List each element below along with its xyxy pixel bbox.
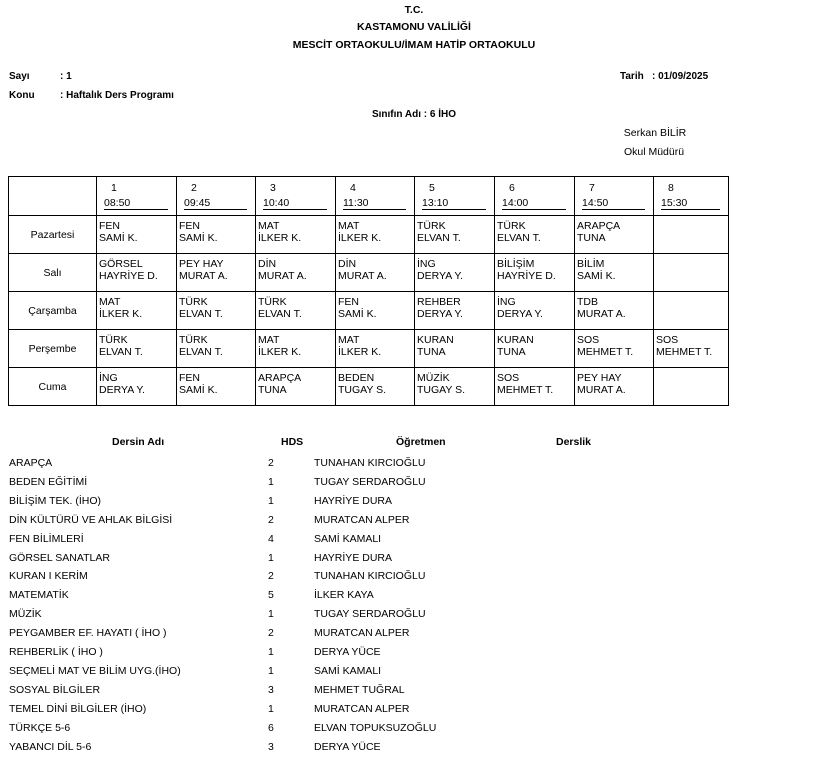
- period-number: 2: [191, 182, 197, 194]
- lesson-subject: PEY HAY: [577, 372, 622, 384]
- lesson-cell: [495, 330, 575, 368]
- course-hds: 2: [268, 627, 274, 640]
- course-row: [0, 646, 828, 665]
- lesson-teacher: ELVAN T.: [179, 346, 223, 358]
- course-name: KURAN I KERİM: [9, 570, 88, 583]
- lesson-teacher: TUGAY S.: [417, 384, 466, 396]
- course-hds: 1: [268, 664, 274, 677]
- lesson-cell: [495, 368, 575, 406]
- lesson-cell: [177, 330, 256, 368]
- lesson-cell: [654, 216, 729, 254]
- lesson-teacher: İLKER K.: [99, 308, 143, 320]
- course-row: [0, 627, 828, 646]
- course-hds: 3: [268, 683, 274, 696]
- lesson-cell: [336, 292, 415, 330]
- course-hds: 4: [268, 532, 274, 545]
- period-time: 15:30: [661, 197, 720, 210]
- period-time: 14:00: [502, 197, 566, 210]
- lesson-teacher: İLKER K.: [338, 346, 382, 358]
- lesson-cell: [336, 368, 415, 406]
- corner-cell: [9, 177, 97, 216]
- lesson-teacher: MEHMET T.: [497, 384, 554, 396]
- lesson-teacher: MURAT A.: [338, 270, 387, 282]
- period-number: 8: [668, 182, 674, 194]
- konu-label: Konu: [9, 90, 35, 101]
- lesson-subject: MAT: [99, 296, 121, 308]
- lesson-teacher: ELVAN T.: [99, 346, 143, 358]
- lesson-subject: İNG: [417, 258, 436, 270]
- lesson-subject: İNG: [99, 372, 118, 384]
- lesson-teacher: SAMİ K.: [338, 308, 377, 320]
- course-teacher: MURATCAN ALPER: [314, 627, 410, 640]
- lesson-cell: [495, 292, 575, 330]
- schedule-row: [9, 216, 729, 254]
- course-hds: 1: [268, 494, 274, 507]
- course-teacher: MURATCAN ALPER: [314, 702, 410, 715]
- lesson-subject: BİLİM: [577, 258, 605, 270]
- col-header-course: Dersin Adı: [112, 436, 165, 448]
- lesson-subject: TÜRK: [99, 334, 128, 346]
- course-row: [0, 589, 828, 608]
- lesson-teacher: MURAT A.: [577, 308, 626, 320]
- course-teacher: MEHMET TUĞRAL: [314, 683, 405, 696]
- lesson-subject: SOS: [656, 334, 679, 346]
- lesson-cell: [97, 216, 177, 254]
- course-name: SOSYAL BİLGİLER: [9, 683, 101, 696]
- lesson-cell: [177, 292, 256, 330]
- lesson-subject: BEDEN: [338, 372, 375, 384]
- lesson-teacher: TUNA: [417, 346, 446, 358]
- course-row: [0, 495, 828, 514]
- lesson-teacher: MURAT A.: [577, 384, 626, 396]
- course-name: MÜZİK: [9, 608, 42, 621]
- course-teacher: TUGAY SERDAROĞLU: [314, 608, 426, 621]
- period-header: [97, 177, 177, 216]
- lesson-teacher: HAYRİYE D.: [99, 270, 158, 282]
- lesson-cell: [654, 254, 729, 292]
- course-hds: 3: [268, 740, 274, 753]
- lesson-teacher: TUNA: [577, 232, 606, 244]
- schedule-row: [9, 330, 729, 368]
- lesson-cell: [97, 330, 177, 368]
- lesson-subject: SOS: [577, 334, 600, 346]
- principal-title: Okul Müdürü: [623, 146, 685, 158]
- lesson-teacher: İLKER K.: [258, 232, 302, 244]
- course-row: [0, 608, 828, 627]
- lesson-teacher: SAMİ K.: [179, 232, 218, 244]
- lesson-subject: TDB: [577, 296, 598, 308]
- course-name: BİLİŞİM TEK. (İHO): [9, 494, 101, 507]
- lesson-subject: KURAN: [497, 334, 534, 346]
- lesson-teacher: ELVAN T.: [497, 232, 541, 244]
- lesson-cell: [495, 254, 575, 292]
- tarih-label: Tarih: [620, 71, 644, 82]
- period-header: [654, 177, 729, 216]
- lesson-subject: TÜRK: [497, 220, 526, 232]
- course-hds: 2: [268, 570, 274, 583]
- lesson-cell: [415, 216, 495, 254]
- lesson-subject: FEN: [338, 296, 359, 308]
- lesson-subject: DİN: [258, 258, 277, 270]
- course-row: [0, 552, 828, 571]
- period-number: 7: [589, 182, 595, 194]
- course-row: [0, 722, 828, 741]
- lesson-cell: [256, 368, 336, 406]
- course-teacher: HAYRİYE DURA: [314, 551, 392, 564]
- course-row: [0, 703, 828, 722]
- course-row: [0, 514, 828, 533]
- lesson-subject: GÖRSEL: [99, 258, 143, 270]
- lesson-teacher: ELVAN T.: [179, 308, 223, 320]
- lesson-cell: [256, 216, 336, 254]
- day-label: Çarşamba: [9, 292, 97, 330]
- period-time: 11:30: [343, 197, 406, 210]
- period-number: 6: [509, 182, 515, 194]
- lesson-teacher: SAMİ K.: [179, 384, 218, 396]
- sayi-value: : 1: [60, 71, 72, 82]
- period-number: 4: [350, 182, 356, 194]
- weekly-schedule-table: [8, 176, 729, 406]
- period-time: 13:10: [422, 197, 486, 210]
- lesson-subject: FEN: [99, 220, 120, 232]
- course-hds: 5: [268, 589, 274, 602]
- course-name: GÖRSEL SANATLAR: [9, 551, 110, 564]
- lesson-teacher: DERYA Y.: [417, 308, 463, 320]
- period-header: [495, 177, 575, 216]
- lesson-cell: [177, 216, 256, 254]
- lesson-teacher: TUNA: [497, 346, 526, 358]
- period-time: 09:45: [184, 197, 247, 210]
- course-name: DİN KÜLTÜRÜ VE AHLAK BİLGİSİ: [9, 513, 173, 526]
- lesson-teacher: HAYRİYE D.: [497, 270, 556, 282]
- course-hds: 6: [268, 721, 274, 734]
- lesson-teacher: ELVAN T.: [258, 308, 302, 320]
- lesson-cell: [336, 254, 415, 292]
- lesson-teacher: MEHMET T.: [577, 346, 634, 358]
- course-name: PEYGAMBER EF. HAYATI ( İHO ): [9, 627, 167, 640]
- lesson-teacher: ELVAN T.: [417, 232, 461, 244]
- lesson-cell: [575, 330, 654, 368]
- lesson-cell: [256, 330, 336, 368]
- schedule-row: [9, 292, 729, 330]
- lesson-cell: [415, 368, 495, 406]
- course-name: TEMEL DİNİ BİLGİLER (İHO): [9, 702, 147, 715]
- lesson-subject: MAT: [258, 220, 280, 232]
- period-header: [336, 177, 415, 216]
- lesson-teacher: MEHMET T.: [656, 346, 713, 358]
- lesson-subject: SOS: [497, 372, 520, 384]
- course-teacher: DERYA YÜCE: [314, 740, 381, 753]
- lesson-subject: MAT: [338, 220, 360, 232]
- lesson-subject: KURAN: [417, 334, 454, 346]
- course-name: BEDEN EĞİTİMİ: [9, 475, 88, 488]
- period-header: [177, 177, 256, 216]
- col-header-room: Derslik: [556, 436, 592, 448]
- course-row: [0, 665, 828, 684]
- lesson-cell: [575, 292, 654, 330]
- konu-value: : Haftalık Ders Programı: [60, 90, 174, 101]
- principal-name: Serkan BİLİR: [623, 127, 687, 139]
- course-teacher: SAMİ KAMALI: [314, 532, 382, 545]
- lesson-cell: [177, 254, 256, 292]
- period-number: 3: [270, 182, 276, 194]
- period-header: [415, 177, 495, 216]
- lesson-cell: [415, 292, 495, 330]
- course-teacher: DERYA YÜCE: [314, 646, 381, 658]
- period-time: 14:50: [582, 197, 645, 210]
- lesson-cell: [415, 330, 495, 368]
- course-name: REHBERLİK ( İHO ): [9, 646, 103, 658]
- lesson-cell: [177, 368, 256, 406]
- course-hds: 1: [268, 608, 274, 621]
- schedule-row: [9, 368, 729, 406]
- col-header-teacher: Öğretmen: [396, 436, 446, 448]
- lesson-cell: [256, 254, 336, 292]
- course-name: SEÇMELİ MAT VE BİLİM UYG.(İHO): [9, 664, 181, 677]
- course-name: MATEMATİK: [9, 589, 69, 602]
- course-teacher: TUNAHAN KIRCIOĞLU: [314, 570, 426, 583]
- period-header-row: [9, 177, 729, 216]
- lesson-cell: [97, 368, 177, 406]
- lesson-subject: BİLİŞİM: [497, 258, 535, 270]
- lesson-cell: [336, 216, 415, 254]
- lesson-cell: [336, 330, 415, 368]
- course-hds: 1: [268, 702, 274, 715]
- course-row: [0, 533, 828, 552]
- course-teacher: ELVAN TOPUKSUZOĞLU: [314, 721, 437, 734]
- course-name: YABANCI DİL 5-6: [9, 740, 92, 753]
- course-teacher: SAMİ KAMALI: [314, 664, 382, 677]
- lesson-subject: DİN: [338, 258, 357, 270]
- header-school: MESCİT ORTAOKULU/İMAM HATİP ORTAOKULU: [292, 39, 536, 51]
- course-row: [0, 476, 828, 495]
- day-label: Perşembe: [9, 330, 97, 368]
- lesson-cell: [575, 216, 654, 254]
- course-hds: 2: [268, 513, 274, 526]
- schedule-row: [9, 254, 729, 292]
- course-row: [0, 741, 828, 760]
- lesson-subject: ARAPÇA: [258, 372, 302, 384]
- lesson-cell: [654, 292, 729, 330]
- course-hds: 1: [268, 551, 274, 564]
- day-label: Pazartesi: [9, 216, 97, 254]
- col-header-hds: HDS: [281, 436, 304, 448]
- header-governorship: KASTAMONU VALİLİĞİ: [357, 21, 471, 33]
- lesson-subject: TÜRK: [258, 296, 287, 308]
- period-time: 08:50: [104, 197, 168, 210]
- lesson-cell: [495, 216, 575, 254]
- period-header: [575, 177, 654, 216]
- lesson-teacher: TUGAY S.: [338, 384, 387, 396]
- sayi-label: Sayı: [9, 71, 30, 82]
- lesson-subject: ARAPÇA: [577, 220, 621, 232]
- period-time: 10:40: [263, 197, 327, 210]
- lesson-subject: TÜRK: [179, 334, 208, 346]
- lesson-teacher: MURAT A.: [179, 270, 228, 282]
- lesson-teacher: MURAT A.: [258, 270, 307, 282]
- course-teacher: TUGAY SERDAROĞLU: [314, 475, 426, 488]
- lesson-cell: [97, 254, 177, 292]
- lesson-teacher: İLKER K.: [338, 232, 382, 244]
- lesson-cell: [97, 292, 177, 330]
- lesson-subject: TÜRK: [417, 220, 446, 232]
- lesson-subject: İNG: [497, 296, 516, 308]
- day-label: Salı: [9, 254, 97, 292]
- course-name: FEN BİLİMLERİ: [9, 532, 84, 545]
- lesson-teacher: DERYA Y.: [417, 270, 463, 282]
- lesson-subject: FEN: [179, 372, 200, 384]
- period-number: 1: [111, 182, 117, 194]
- lesson-cell: [654, 368, 729, 406]
- lesson-cell: [575, 368, 654, 406]
- lesson-cell: [575, 254, 654, 292]
- course-row: [0, 684, 828, 703]
- lesson-subject: TÜRK: [179, 296, 208, 308]
- course-name: TÜRKÇE 5-6: [9, 721, 71, 734]
- period-number: 5: [429, 182, 435, 194]
- lesson-teacher: DERYA Y.: [99, 384, 145, 396]
- lesson-subject: REHBER: [417, 296, 461, 308]
- course-hds: 2: [268, 457, 274, 469]
- lesson-cell: [654, 330, 729, 368]
- lesson-cell: [256, 292, 336, 330]
- course-name: ARAPÇA: [9, 457, 53, 469]
- course-row: [0, 570, 828, 589]
- course-teacher: TUNAHAN KIRCIOĞLU: [314, 457, 426, 469]
- lesson-teacher: TUNA: [258, 384, 287, 396]
- lesson-teacher: SAMİ K.: [99, 232, 138, 244]
- course-teacher: HAYRİYE DURA: [314, 494, 392, 507]
- lesson-subject: PEY HAY: [179, 258, 224, 270]
- lesson-cell: [415, 254, 495, 292]
- lesson-subject: FEN: [179, 220, 200, 232]
- lesson-subject: MÜZİK: [417, 372, 450, 384]
- course-hds: 1: [268, 475, 274, 488]
- course-hds: 1: [268, 646, 274, 658]
- course-teacher: MURATCAN ALPER: [314, 513, 410, 526]
- lesson-subject: MAT: [258, 334, 280, 346]
- course-teacher: İLKER KAYA: [314, 589, 374, 602]
- header-tc: T.C.: [404, 4, 424, 16]
- course-row: [0, 457, 828, 476]
- lesson-teacher: İLKER K.: [258, 346, 302, 358]
- lesson-teacher: SAMİ K.: [577, 270, 616, 282]
- tarih-value: : 01/09/2025: [652, 71, 709, 82]
- period-header: [256, 177, 336, 216]
- day-label: Cuma: [9, 368, 97, 406]
- class-name: Sınıfın Adı : 6 İHO: [371, 109, 457, 120]
- lesson-subject: MAT: [338, 334, 360, 346]
- lesson-teacher: DERYA Y.: [497, 308, 543, 320]
